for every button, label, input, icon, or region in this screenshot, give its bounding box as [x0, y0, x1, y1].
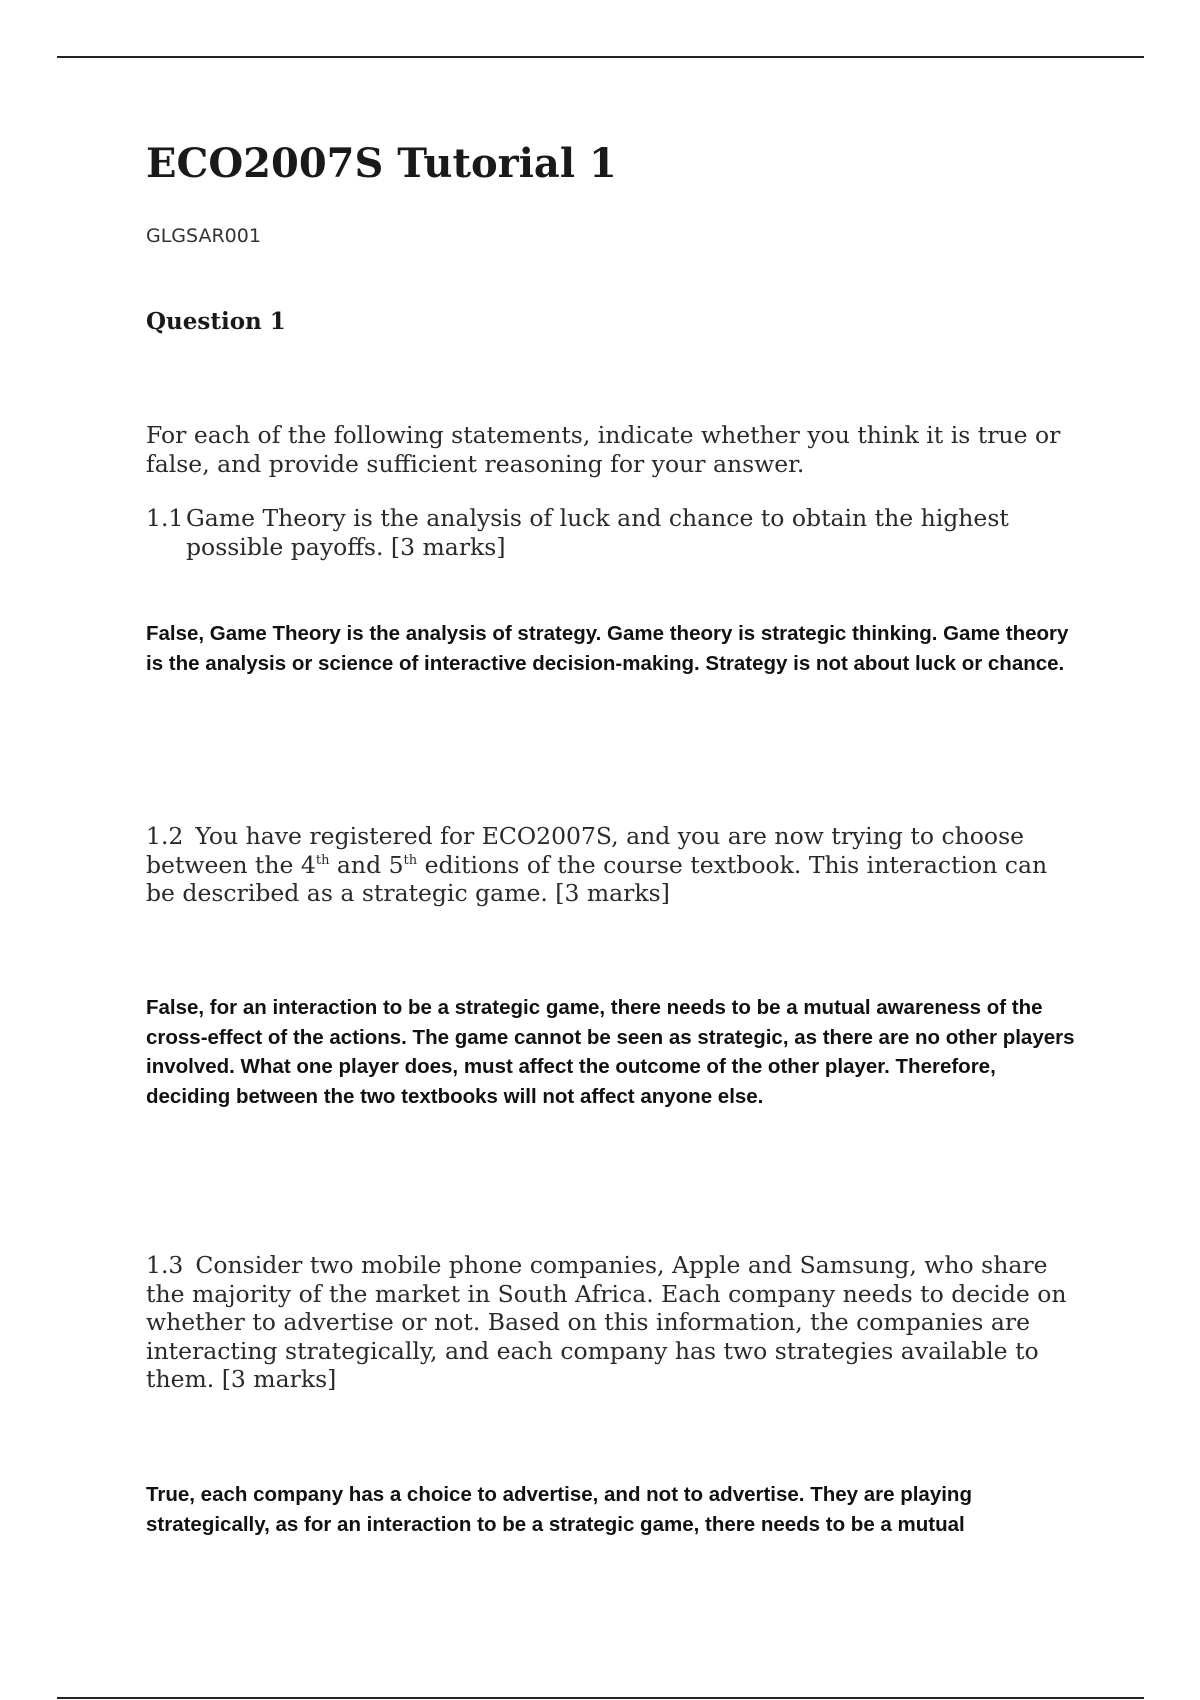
question-text-part: You have registered for ECO2007S, and you are now trying to choose between the 4	[146, 822, 1025, 879]
answer-1-3: True, each company has a choice to advertise, and not to advertise. They are playing strategically, as for an interaction to be a strategic game, there needs to be a mutual	[146, 1483, 972, 1536]
question-heading: Question 1	[146, 308, 286, 335]
ordinal-suffix: th	[315, 852, 330, 868]
question-1-3	[146, 1251, 1076, 1394]
question-text: Consider two mobile phone companies, Apple and Samsung, who share the majority of the market in South Africa. Each company needs to decide on whether to advertise or not. Based on this information, the companies are interacting strategically, and each company has two strategies available to them. [3 marks]	[146, 1251, 1067, 1393]
question-text: Game Theory is the analysis of luck and chance to obtain the highest possible payoffs. [3 marks]	[186, 504, 1009, 561]
question-number: 1.3	[146, 1251, 184, 1279]
page-bottom-rule	[57, 1697, 1144, 1699]
ordinal-suffix: th	[403, 852, 418, 868]
question-number: 1.2	[146, 822, 184, 850]
question-text-part: and 5	[329, 850, 404, 879]
question-intro: For each of the following statements, indicate whether you think it is true or false, and provide sufficient reasoning for your answer.	[146, 421, 1061, 478]
document-title: ECO2007S Tutorial 1	[146, 140, 617, 187]
answer-1-1: False, Game Theory is the analysis of strategy. Game theory is strategic thinking. Game theory is the analysis or science of interactive decision-making. Strategy is not about luck or chance.	[146, 622, 1069, 675]
question-1-1	[146, 504, 1076, 561]
question-number: 1.1	[146, 504, 184, 532]
page-top-rule	[57, 56, 1144, 58]
question-text-part: editions of the course textbook. This interaction can be described as a strategic game. [3 marks]	[146, 850, 1048, 907]
student-id: GLGSAR001	[146, 225, 261, 247]
answer-1-2: False, for an interaction to be a strategic game, there needs to be a mutual awareness of the cross-effect of the actions. The game cannot be seen as strategic, as there are no other players involved. What one player does, must affect the outcome of the other player. Therefore, deciding between the two textbooks will not affect anyone else.	[146, 996, 1075, 1108]
question-1-2	[146, 822, 1076, 908]
